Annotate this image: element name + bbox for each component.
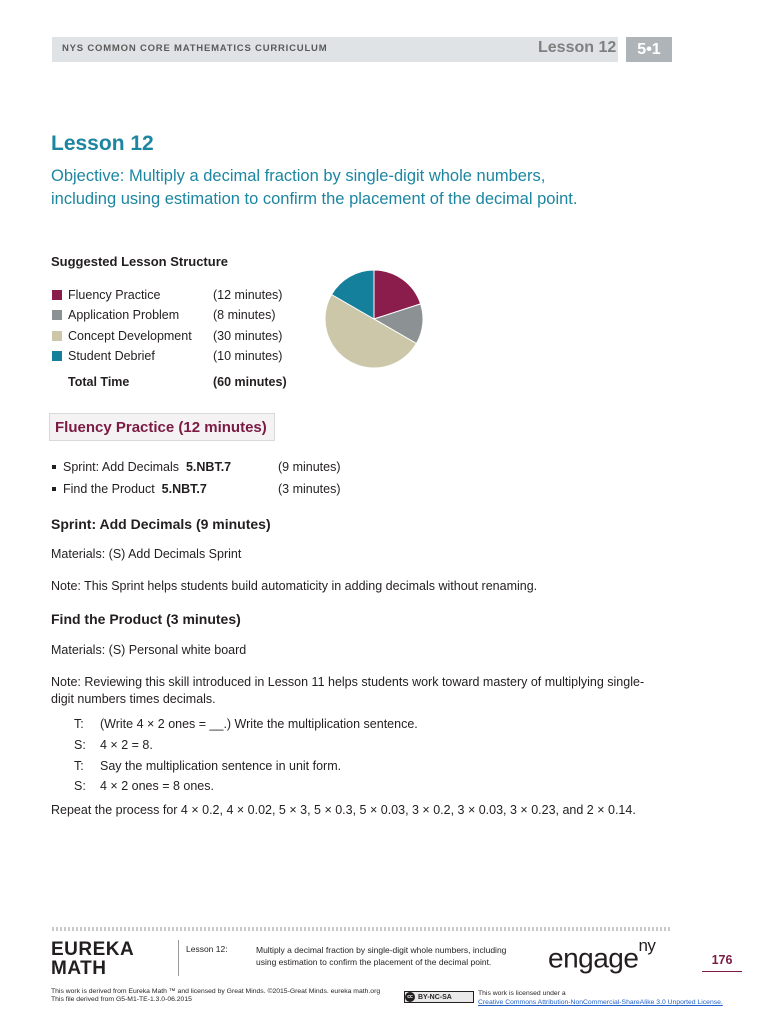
structure-time: (10 minutes) (213, 349, 283, 363)
fluency-heading: Fluency Practice (12 minutes) (49, 413, 275, 441)
bullet-standard: 5.NBT.7 (161, 482, 207, 496)
bullet-label: Sprint: Add Decimals (63, 460, 180, 474)
curriculum-label: NYS COMMON CORE MATHEMATICS CURRICULUM (62, 43, 328, 54)
dialogue-speaker: S: (74, 738, 86, 752)
cc-badge-label: BY-NC-SA (418, 994, 452, 1001)
module-badge: 5•1 (626, 37, 672, 62)
objective (51, 165, 711, 211)
structure-name: Concept Development (68, 329, 192, 343)
swatch-application (52, 310, 62, 320)
eureka-logo-line-1: EUREKA (51, 939, 135, 960)
total-label: Total Time (68, 375, 130, 389)
credit-line-2: This file derived from G5-M1-TE-1.3.0-06.2015 (51, 996, 192, 1003)
footer-description-line-1: Multiply a decimal fraction by single-digit whole numbers, including (256, 945, 507, 955)
bullet-time: (3 minutes) (278, 482, 341, 496)
footer-credit (51, 988, 380, 1004)
license-line-1: This work is licensed under a (478, 990, 566, 997)
license-notice (478, 989, 723, 1007)
dialogue-speaker: T: (74, 759, 84, 773)
dialogue-text: 4 × 2 ones = 8 ones. (100, 779, 214, 793)
footer-lesson: Lesson 12: (186, 944, 228, 954)
page-number: 176 (702, 949, 742, 972)
credit-line-1: This work is derived from Eureka Math ™ and licensed by Great Minds. ©2015-Great Minds. eureka math.org (51, 988, 381, 995)
structure-time: (8 minutes) (213, 308, 276, 322)
header-lesson-label: Lesson 12 (538, 39, 617, 56)
repeat-instructions: Repeat the process for 4 × 0.2, 4 × 0.02, 5 × 3, 5 × 0.3, 5 × 0.03, 3 × 0.2, 3 × 0.03, 3 × 0.23, and 2 × 0.14. (51, 803, 636, 817)
find-materials: Materials: (S) Personal white board (51, 643, 247, 657)
swatch-debrief (52, 351, 62, 361)
objective-line-2: including using estimation to confirm the placement of the decimal point. (51, 190, 578, 208)
find-note-line-1: Note: Reviewing this skill introduced in Lesson 11 helps students work toward mastery of multiplying single- (51, 675, 645, 689)
eureka-logo-line-2: MATH (51, 958, 107, 979)
sprint-note: Note: This Sprint helps students build automaticity in adding decimals without renaming. (51, 579, 538, 593)
total-time: (60 minutes) (213, 375, 287, 389)
footer-description (256, 944, 546, 968)
bullet-standard: 5.NBT.7 (185, 460, 232, 474)
find-heading: Find the Product (3 minutes) (51, 611, 241, 627)
structure-time: (12 minutes) (213, 288, 283, 302)
lesson-title: Lesson 12 (51, 132, 154, 155)
structure-name: Fluency Practice (68, 288, 161, 302)
dialogue-speaker: S: (74, 779, 86, 793)
ny-text: ny (638, 936, 656, 955)
structure-heading: Suggested Lesson Structure (51, 254, 228, 269)
bullet-time: (9 minutes) (278, 460, 341, 474)
find-note-line-2: digit numbers times decimals. (51, 692, 216, 706)
cc-license-badge[interactable] (404, 991, 474, 1003)
dialogue-text: (Write 4 × 2 ones = __.) Write the multiplication sentence. (100, 717, 418, 731)
footer-divider (52, 927, 670, 931)
engageny-logo (548, 936, 656, 974)
structure-total-row (68, 372, 287, 392)
bullet-icon (52, 487, 56, 491)
sprint-materials: Materials: (S) Add Decimals Sprint (51, 547, 242, 561)
footer-description-line-2: using estimation to confirm the placement of the decimal point. (256, 957, 492, 967)
engage-text: engage (548, 942, 639, 974)
swatch-fluency (52, 290, 62, 300)
bullet-label: Find the Product (63, 482, 155, 496)
lesson-structure-pie-chart (323, 268, 425, 370)
sprint-heading: Sprint: Add Decimals (9 minutes) (51, 516, 271, 532)
dialogue-text: Say the multiplication sentence in unit form. (100, 759, 342, 773)
bullet-icon (52, 465, 56, 469)
find-note (51, 674, 671, 708)
structure-name: Student Debrief (68, 349, 155, 363)
swatch-concept (52, 331, 62, 341)
dialogue-speaker: T: (74, 717, 84, 731)
dialogue-text: 4 × 2 = 8. (100, 738, 153, 752)
structure-name: Application Problem (68, 308, 180, 322)
structure-time: (30 minutes) (213, 329, 283, 343)
objective-line-1: Objective: Multiply a decimal fraction by single-digit whole numbers, (51, 167, 546, 185)
footer-separator (178, 940, 179, 976)
cc-icon: cc (405, 992, 415, 1002)
license-link[interactable]: Creative Commons Attribution-NonCommercial-ShareAlike 3.0 Unported License. (478, 999, 723, 1006)
